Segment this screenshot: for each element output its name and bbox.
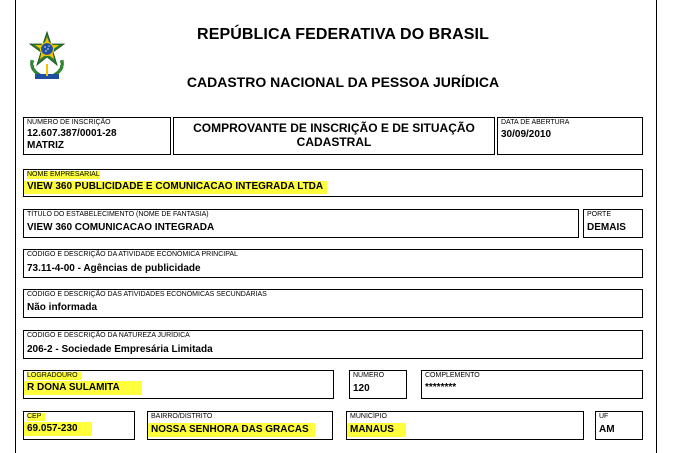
natureza-label: CÓDIGO E DESCRIÇÃO DA NATUREZA JURÍDICA [27, 332, 190, 339]
complemento-value: ******** [425, 382, 457, 393]
cep-value: 69.057-230 [24, 422, 92, 436]
page-border-left [15, 0, 16, 453]
inscricao-type: MATRIZ [27, 140, 65, 151]
page-border-right [656, 0, 657, 453]
uf-label: UF [599, 413, 609, 420]
bairro-label: BAIRRO/DISTRITO [151, 413, 213, 420]
cadastro-title: CADASTRO NACIONAL DA PESSOA JURÍDICA [186, 74, 500, 90]
natureza-box [23, 330, 643, 359]
titulo-label: TÍTULO DO ESTABELECIMENTO (NOME DE FANTASIA) [27, 211, 209, 218]
cep-label: CEP [27, 413, 45, 421]
porte-box [583, 209, 643, 238]
abertura-value: 30/09/2010 [501, 129, 552, 140]
inscricao-box [23, 117, 171, 155]
nome-empresarial-value: VIEW 360 PUBLICIDADE E COMUNICACAO INTEGRADA LTDA [24, 181, 327, 194]
logradouro-value: R DONA SULAMITA [24, 381, 142, 395]
comprovante-box [173, 117, 495, 155]
comprovante-line1: COMPROVANTE DE INSCRIÇÃO E DE SITUAÇÃO [193, 121, 475, 135]
atividades-secundarias-box [23, 289, 643, 318]
atividade-principal-label: CÓDIGO E DESCRIÇÃO DA ATIVIDADE ECONÔMICA PRINCIPAL [27, 251, 238, 258]
porte-value: DEMAIS [587, 222, 626, 233]
natureza-value: 206-2 - Sociedade Empresária Limitada [27, 344, 213, 355]
atividades-secundarias-label: CÓDIGO E DESCRIÇÃO DAS ATIVIDADES ECONÔMICAS SECUNDÁRIAS [27, 291, 267, 298]
municipio-box [346, 411, 584, 440]
inscricao-label: NÚMERO DE INSCRIÇÃO [27, 119, 111, 126]
bairro-value: NOSSA SENHORA DAS GRACAS [148, 423, 315, 437]
abertura-label: DATA DE ABERTURA [501, 119, 570, 126]
complemento-label: COMPLEMENTO [425, 372, 480, 379]
atividade-principal-value: 73.11-4-00 - Agências de publicidade [27, 263, 201, 274]
porte-label: PORTE [587, 211, 611, 218]
municipio-value: MANAUS [347, 423, 406, 437]
uf-value: AM [599, 424, 615, 435]
municipio-label: MUNICÍPIO [350, 413, 387, 420]
titulo-value: VIEW 360 COMUNICACAO INTEGRADA [27, 222, 215, 233]
bairro-box [147, 411, 333, 440]
numero-label: NÚMERO [353, 372, 385, 379]
comprovante-title [174, 121, 494, 149]
nome-empresarial-box [23, 169, 643, 197]
atividade-principal-box [23, 249, 643, 278]
logradouro-box [23, 370, 334, 399]
complemento-box [421, 370, 643, 399]
numero-box [349, 370, 407, 399]
titulo-box [23, 209, 579, 238]
logradouro-label: LOGRADOURO [27, 372, 82, 380]
cep-box [23, 411, 135, 440]
republic-title: REPÚBLICA FEDERATIVA DO BRASIL [197, 26, 489, 43]
atividades-secundarias-value: Não informada [27, 302, 98, 313]
inscricao-number: 12.607.387/0001-28 [27, 128, 117, 139]
numero-value: 120 [353, 383, 370, 394]
nome-empresarial-label: NOME EMPRESARIAL [27, 171, 100, 178]
uf-box [595, 411, 643, 440]
abertura-box [497, 117, 643, 155]
comprovante-line2: CADASTRAL [296, 135, 372, 149]
